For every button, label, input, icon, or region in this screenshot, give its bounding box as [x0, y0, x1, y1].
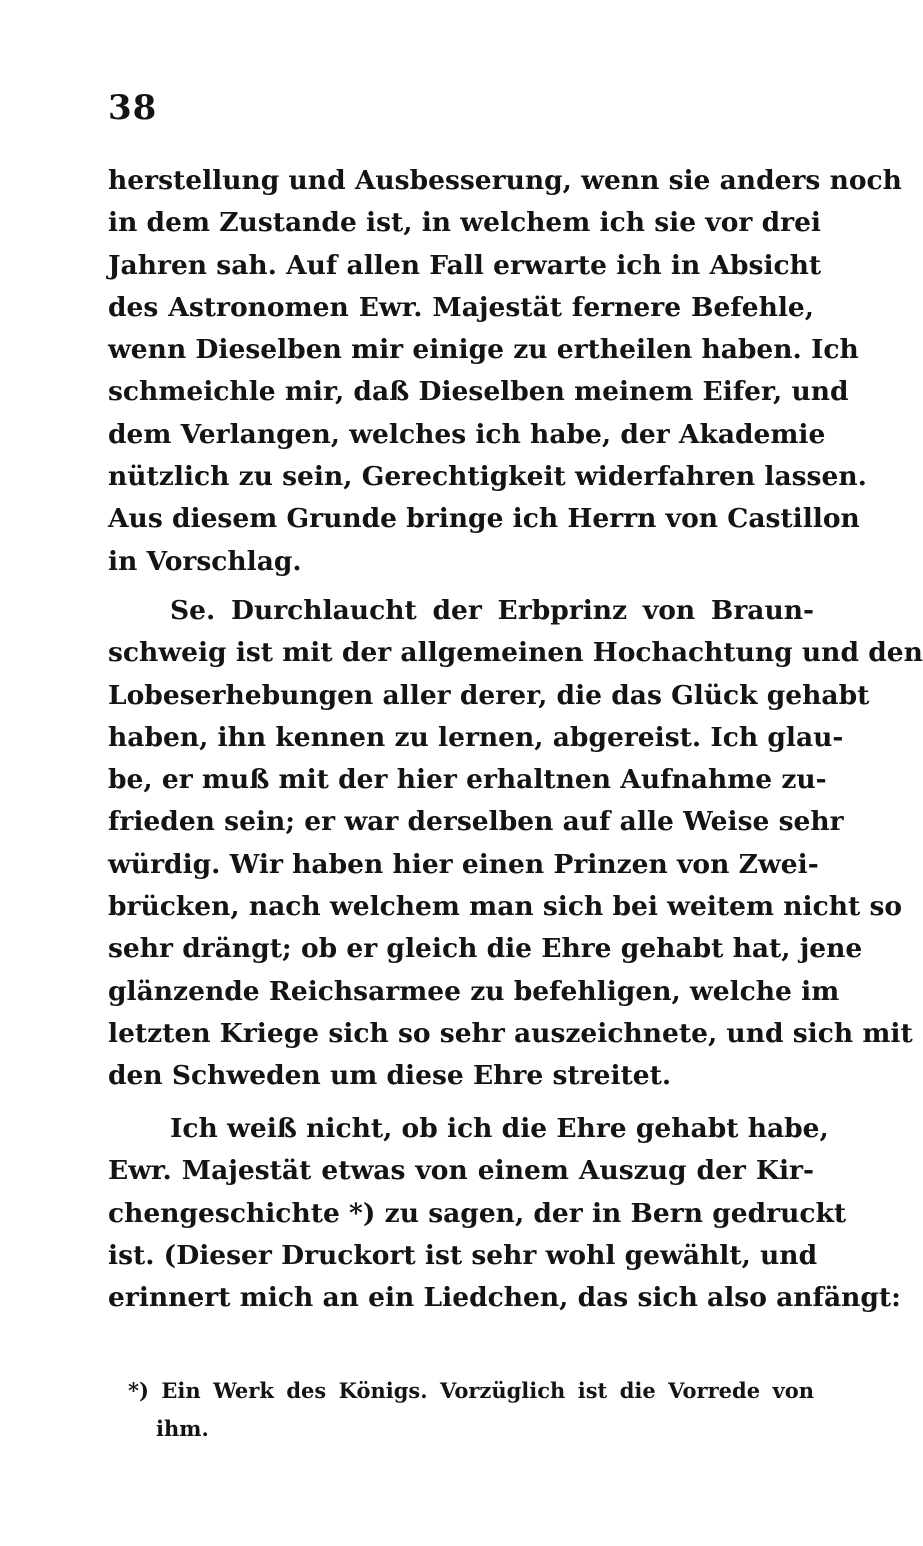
text-line: be, er muß mit der hier erhaltnen Aufnahme zu- — [108, 764, 827, 796]
text-line: ist. (Dieser Druckort ist sehr wohl gewählt, und — [108, 1239, 818, 1271]
text-line: des Astronomen Ewr. Majestät fernere Befehle, — [108, 291, 814, 323]
text-line: Aus diesem Grunde bringe ich Herrn von Castillon — [108, 503, 860, 535]
text-line: glänzende Reichsarmee zu befehligen, welche im — [108, 975, 840, 1007]
text-line: haben, ihn kennen zu lernen, abgereist. Ich glau- — [108, 721, 844, 753]
text-line: Lobeserhebungen aller derer, die das Glück gehabt — [108, 679, 870, 711]
footnote — [128, 1372, 814, 1448]
text-line: wenn Dieselben mir einige zu ertheilen haben. Ich — [108, 334, 859, 366]
footnote-line: *) Ein Werk des Königs. Vorzüglich ist die Vorrede von — [128, 1378, 814, 1403]
text-line: Jahren sah. Auf allen Fall erwarte ich in Absicht — [108, 249, 822, 281]
footnote-line: ihm. — [156, 1416, 209, 1441]
text-line: Ewr. Majestät etwas von einem Auszug der Kir- — [108, 1155, 814, 1187]
text-line: frieden sein; er war derselben auf alle Weise sehr — [108, 806, 844, 838]
text-line: chengeschichte *) zu sagen, der in Bern gedruckt — [108, 1197, 847, 1229]
text-line: Ich weiß nicht, ob ich die Ehre gehabt habe, — [170, 1113, 829, 1144]
text-line: herstellung und Ausbesserung, wenn sie anders noch — [108, 165, 902, 196]
text-line: schweig ist mit der allgemeinen Hochachtung und den — [108, 637, 923, 669]
paragraph-3 — [108, 1108, 901, 1319]
text-line: Se. Durchlaucht der Erbprinz von Braun- — [170, 595, 814, 626]
text-line: schmeichle mir, daß Dieselben meinem Eifer, und — [108, 376, 849, 408]
text-line: würdig. Wir haben hier einen Prinzen von Zwei- — [108, 848, 819, 880]
text-line: in Vorschlag. — [108, 545, 302, 577]
text-line: nützlich zu sein, Gerechtigkeit widerfahren lassen. — [108, 461, 867, 493]
page-number: 38 — [108, 88, 158, 128]
paragraph-2 — [108, 590, 923, 1098]
text-line: in dem Zustande ist, in welchem ich sie vor drei — [108, 207, 821, 239]
text-line: sehr drängt; ob er gleich die Ehre gehabt hat, jene — [108, 933, 863, 965]
paragraph-1 — [108, 160, 902, 583]
text-line: brücken, nach welchem man sich bei weitem nicht so — [108, 891, 903, 923]
text-line: den Schweden um diese Ehre streitet. — [108, 1060, 672, 1092]
text-line: dem Verlangen, welches ich habe, der Akademie — [108, 418, 826, 450]
text-line: letzten Kriege sich so sehr auszeichnete, und sich mit — [108, 1017, 913, 1049]
text-line: erinnert mich an ein Liedchen, das sich also anfängt: — [108, 1282, 901, 1314]
